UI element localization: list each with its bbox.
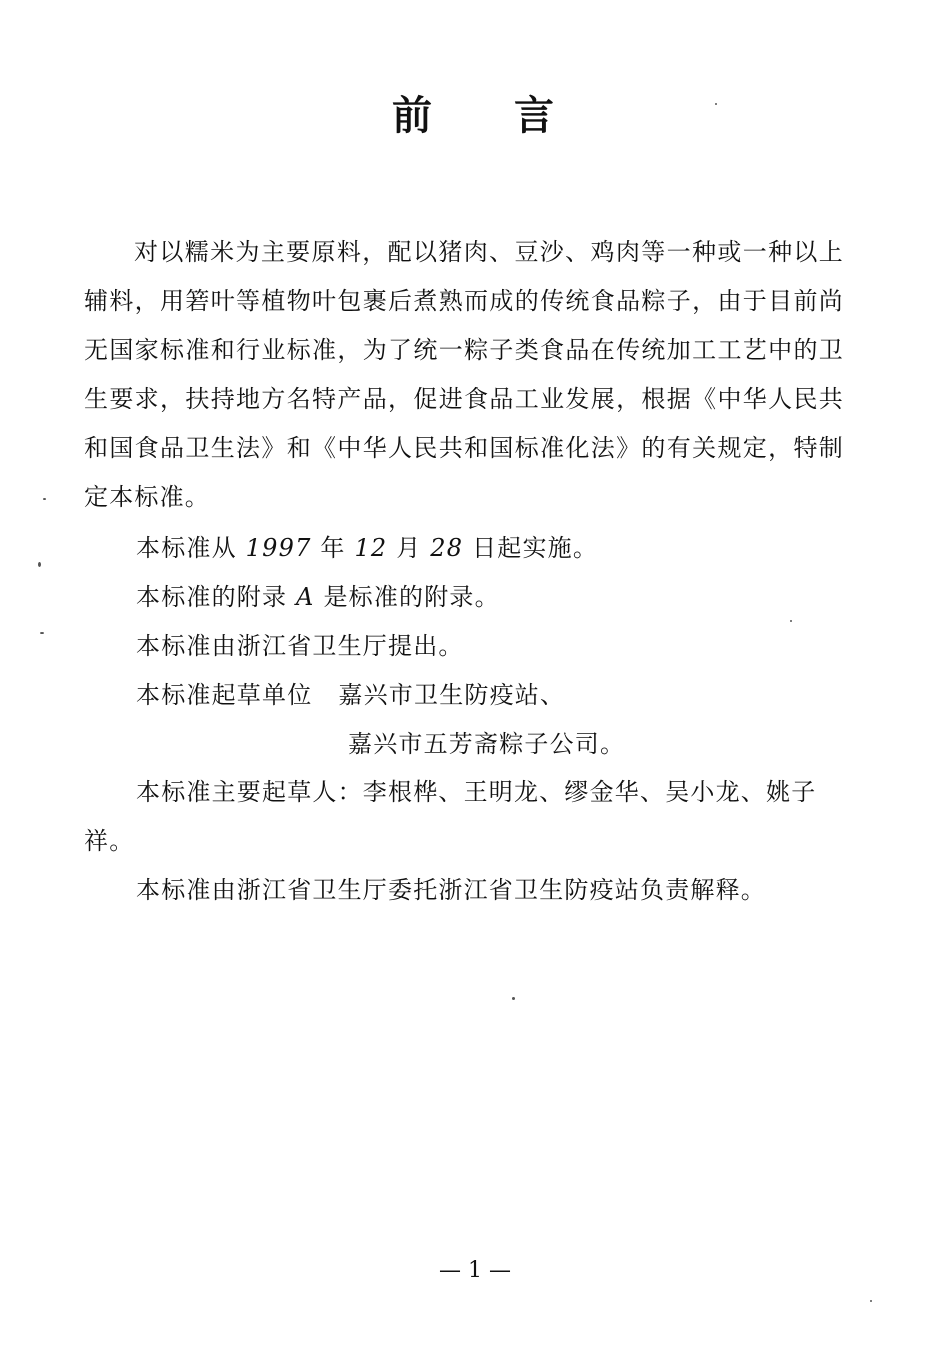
scan-speck bbox=[790, 620, 792, 622]
title-char-1: 前 bbox=[392, 93, 436, 139]
intro-paragraph: 对以糯米为主要原料，配以猪肉、豆沙、鸡肉等一种或一种以上辅料，用箬叶等植物叶包裹后煮熟而成的传统食品粽子，由于目前尚无国家标准和行业标准，为了统一粽子类食品在传统加工工艺中的卫生要求，扶持地方名特产品，促进食品工业发展，根据《中华人民共和国食品卫生法》和《中华人民共和国标准化法》的有关规定，特制定本标准。 bbox=[84, 238, 844, 511]
drafting-units-line bbox=[136, 671, 565, 720]
effective-date-prefix: 本标准从 bbox=[136, 534, 237, 562]
effective-date-month: 12 bbox=[354, 534, 388, 562]
scan-speck bbox=[40, 632, 44, 634]
drafting-unit-1: 嘉兴市卫生防疫站、 bbox=[338, 681, 566, 709]
interpretation-line: 本标准由浙江省卫生厅委托浙江省卫生防疫站负责解释。 bbox=[136, 876, 766, 904]
effective-date-month-unit: 月 bbox=[396, 534, 422, 562]
drafting-units-label: 本标准起草单位 bbox=[136, 681, 313, 709]
appendix-prefix: 本标准的附录 bbox=[136, 583, 288, 611]
effective-date-day-unit: 日起实施。 bbox=[472, 534, 599, 562]
scan-speck bbox=[38, 562, 41, 567]
scan-speck bbox=[870, 1300, 872, 1302]
page-title bbox=[0, 84, 950, 141]
drafters-paragraph: 本标准主要起草人：李根桦、王明龙、缪金华、吴小龙、姚子祥。 bbox=[84, 778, 817, 855]
effective-date-year-unit: 年 bbox=[320, 534, 346, 562]
page-number: — 1 — bbox=[439, 1258, 511, 1283]
appendix-letter: A bbox=[296, 583, 315, 611]
scan-speck bbox=[715, 103, 717, 105]
effective-date-year: 1997 bbox=[245, 534, 312, 562]
appendix-suffix: 是标准的附录。 bbox=[323, 583, 500, 611]
scan-speck bbox=[512, 997, 515, 1000]
title-char-2: 言 bbox=[514, 93, 558, 139]
scan-speck bbox=[43, 498, 46, 500]
proposer-line: 本标准由浙江省卫生厅提出。 bbox=[136, 632, 464, 660]
effective-date-line bbox=[136, 524, 598, 573]
appendix-line bbox=[136, 573, 500, 622]
drafting-unit-2: 嘉兴市五芳斋粽子公司。 bbox=[348, 730, 626, 758]
effective-date-day: 28 bbox=[430, 534, 464, 562]
